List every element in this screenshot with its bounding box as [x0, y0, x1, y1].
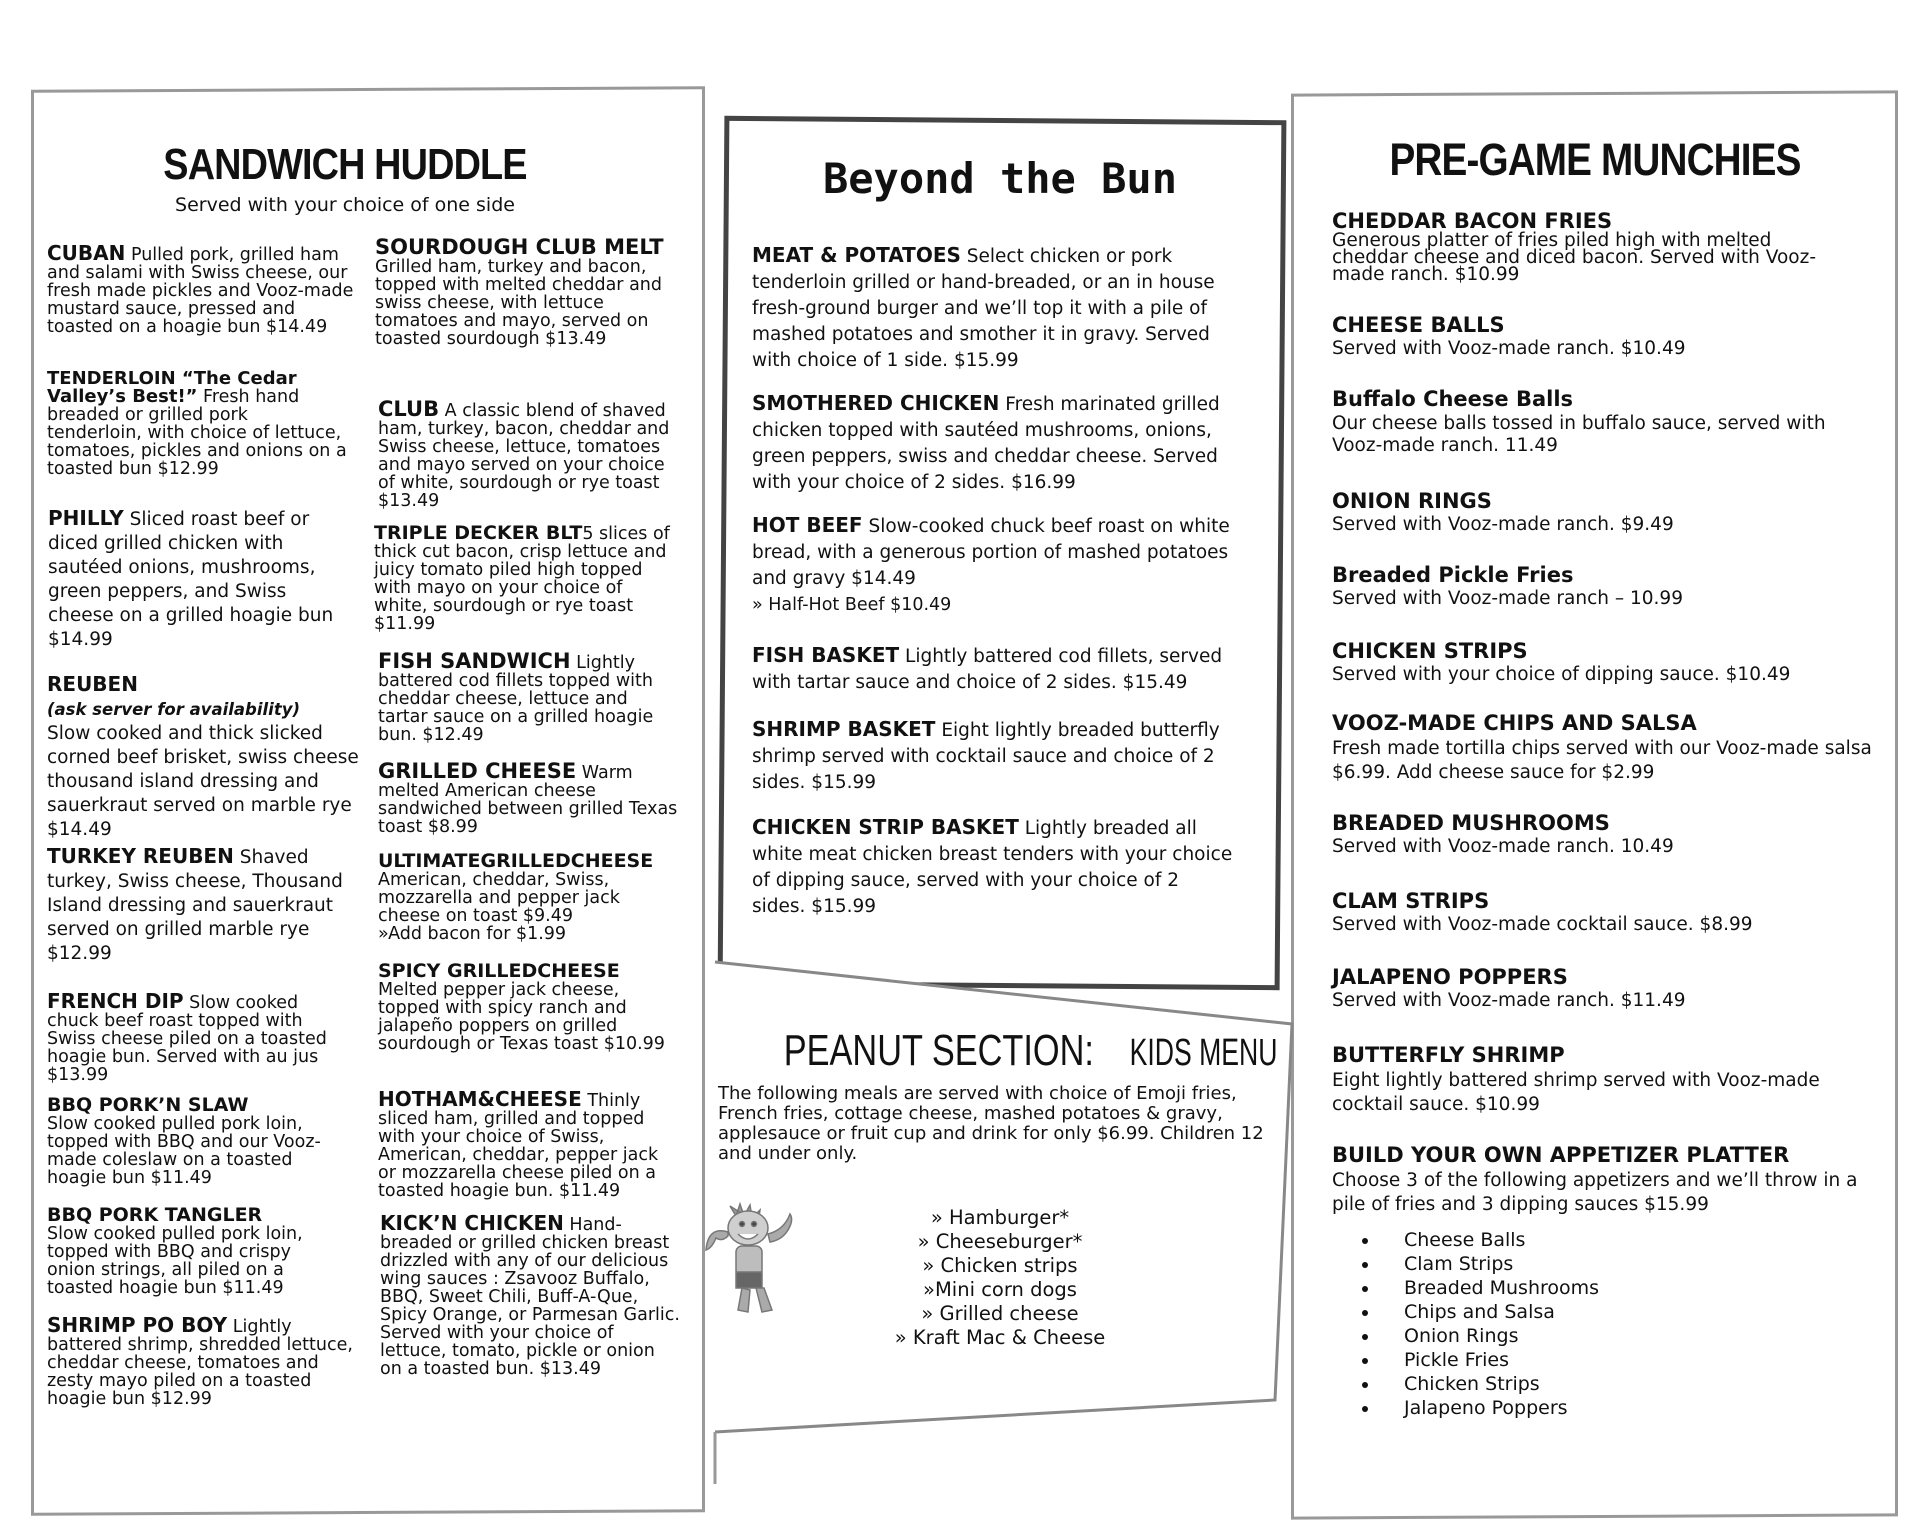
item-name: CLAM STRIPS [1332, 889, 1490, 913]
item-desc: Slow-cooked chuck beef roast on white bread, with a generous portion of mashed potatoes and gravy $14.49 [752, 516, 1230, 589]
kids-title-sub: KIDS MENU [1129, 1032, 1278, 1074]
list-item: » Kraft Mac & Cheese [894, 1326, 1106, 1349]
item-desc: Shaved turkey, Swiss cheese, Thousand Island dressing and sauerkraut served on grilled marble rye $12.99 [47, 847, 343, 964]
item-name: BBQ PORK TANGLER [47, 1204, 263, 1226]
item-desc: Hand-breaded or grilled chicken breast drizzled with any of our delicious wing sauces : Zsavooz Buffalo, BBQ, Sweet Chili, Buff-A-Que, Spicy Orange, or Parmesan Garlic. Served with your choice of lettuce, tomato, pickle or onion on a toasted bun. $13.49 [380, 1215, 680, 1379]
item-name: CHICKEN STRIPS [1332, 639, 1528, 663]
item-name: SHRIMP PO BOY [47, 1313, 228, 1337]
list-item: • Chicken Strips [1380, 1372, 1680, 1396]
list-item: » Hamburger* [930, 1206, 1070, 1229]
list-item: • Onion Rings [1380, 1324, 1680, 1348]
sandwich-subtitle: Served with your choice of one side [175, 194, 515, 216]
menu-item-hot-beef [752, 512, 1237, 618]
list-item: • Pickle Fries [1380, 1348, 1680, 1372]
kid-mascot-icon [700, 1192, 820, 1332]
item-desc: Melted pepper jack cheese, topped with spicy ranch and jalapeño poppers on grilled sourdough or Texas toast $10.99 [378, 980, 665, 1054]
item-name: HOTHAM&CHEESE [378, 1087, 582, 1111]
item-name: MEAT & POTATOES [752, 243, 961, 267]
menu-item-ultimate-grilled-cheese [378, 852, 678, 943]
item-desc: Thinly sliced ham, grilled and topped with your choice of Swiss, American, cheddar, pepper jack or mozzarella cheese piled on a toasted hoagie bun. $11.49 [378, 1091, 659, 1201]
item-desc: American, cheddar, Swiss, mozzarella and pepper jack cheese on toast $9.49 [378, 870, 620, 926]
item-desc: Lightly battered shrimp, shredded lettuce, cheddar cheese, tomatoes and zesty mayo piled on a toasted hoagie bun $12.99 [47, 1317, 353, 1409]
menu-item-turkey-reuben [47, 844, 359, 966]
item-name: Buffalo Cheese Balls [1332, 387, 1574, 411]
menu-item-sourdough-club-melt [375, 235, 675, 349]
item-name: TRIPLE DECKER BLT [374, 522, 583, 544]
item-desc: Eight lightly battered shrimp served with Vooz-made cocktail sauce. $10.99 [1332, 1070, 1820, 1115]
menu-item-breaded-pickle-fries [1332, 564, 1852, 609]
item-name: ULTIMATEGRILLEDCHEESE [378, 850, 654, 872]
item-desc: Pulled pork, grilled ham and salami with Swiss cheese, our fresh made pickles and Vooz-made mustard sauce, pressed and toasted on a hoagie bun $14.49 [47, 245, 354, 337]
item-name: FRENCH DIP [47, 989, 184, 1013]
item-desc: Slow cooked pulled pork loin, topped with BBQ and crispy onion strings, all piled on a toasted hoagie bun $11.49 [47, 1224, 303, 1298]
item-name: CLUB [378, 397, 440, 421]
list-item: • Cheese Balls [1380, 1228, 1680, 1252]
item-desc: Served with Vooz-made cocktail sauce. $8.99 [1332, 914, 1753, 935]
item-name: CHICKEN STRIP BASKET [752, 815, 1019, 839]
platter-options-list [1330, 1228, 1680, 1420]
item-name: FISH BASKET [752, 643, 900, 667]
item-name: CHEDDAR BACON FRIES [1332, 209, 1613, 233]
item-name: GRILLED CHEESE [378, 759, 577, 783]
list-item: »Mini corn dogs [923, 1278, 1077, 1301]
item-name: SMOTHERED CHICKEN [752, 391, 1000, 415]
menu-item-clam-strips [1332, 890, 1852, 935]
item-name: FISH SANDWICH [378, 649, 571, 673]
item-name: SOURDOUGH CLUB MELT [375, 235, 664, 259]
menu-item-onion-rings [1332, 490, 1852, 535]
menu-item-cheese-balls [1332, 314, 1852, 359]
menu-item-jalapeno-poppers [1332, 966, 1852, 1011]
menu-item-bbq-pork-tangler [47, 1206, 337, 1297]
menu-item-hot-ham-cheese [378, 1087, 678, 1201]
item-desc: Slow cooked pulled pork loin, topped with BBQ and our Vooz-made coleslaw on a toasted hoagie bun $11.49 [47, 1114, 321, 1188]
item-desc: Served with Vooz-made ranch – 10.99 [1332, 588, 1683, 609]
list-item: • Chips and Salsa [1380, 1300, 1680, 1324]
item-desc: Choose 3 of the following appetizers and we’ll throw in a pile of fries and 3 dipping sauces $15.99 [1332, 1170, 1858, 1215]
menu-item-shrimp-basket [752, 716, 1237, 796]
menu-item-grilled-cheese [378, 759, 678, 837]
menu-item-cheddar-bacon-fries [1332, 210, 1852, 283]
item-desc: Served with Vooz-made ranch. $9.49 [1332, 514, 1674, 535]
kids-title-main: PEANUT SECTION: [783, 1026, 1094, 1075]
menu-item-spicy-grilled-cheese [378, 962, 668, 1053]
pregame-title: PRE-GAME MUNCHIES [1389, 134, 1801, 185]
menu-item-buffalo-cheese-balls [1332, 388, 1872, 457]
item-desc: Lightly battered cod fillets, served with tartar sauce and choice of 2 sides. $15.49 [752, 646, 1223, 693]
menu-item-appetizer-platter [1332, 1144, 1872, 1217]
item-desc: Fresh marinated grilled chicken topped with sautéed mushrooms, onions, green peppers, swiss and cheddar cheese. Served with your choice of 2 sides. $16.99 [752, 394, 1220, 493]
item-desc: Generous platter of fries piled high with melted cheddar cheese and diced bacon. Served with Vooz-made ranch. $10.99 [1332, 230, 1817, 285]
menu-item-kickn-chicken [380, 1211, 680, 1379]
item-desc: Served with Vooz-made ranch. $10.49 [1332, 338, 1686, 359]
item-name: BUILD YOUR OWN APPETIZER PLATTER [1332, 1143, 1790, 1167]
menu-item-reuben [47, 672, 359, 842]
item-name: BUTTERFLY SHRIMP [1332, 1043, 1565, 1067]
list-item: • Breaded Mushrooms [1380, 1276, 1680, 1300]
item-desc: Fresh made tortilla chips served with our Vooz-made salsa $6.99. Add cheese sauce for $2.99 [1332, 738, 1872, 783]
item-desc: Select chicken or pork tenderloin grilled or hand-breaded, or an in house fresh-ground burger and we’ll top it with a pile of mashed potatoes and smother it in gravy. Served with choice of 1 side. $15.99 [752, 246, 1215, 371]
item-name: JALAPENO POPPERS [1332, 965, 1568, 989]
list-item: » Cheeseburger* [917, 1230, 1083, 1253]
item-desc: Warm melted American cheese sandwiched between grilled Texas toast $8.99 [378, 763, 678, 837]
menu-item-meat-potatoes [752, 242, 1237, 374]
item-name: SPICY GRILLEDCHEESE [378, 960, 620, 982]
menu-item-breaded-mushrooms [1332, 812, 1852, 857]
item-desc: Grilled ham, turkey and bacon, topped with melted cheddar and swiss cheese, with lettuce tomatoes and mayo, served on toasted sourdough $13.49 [375, 257, 662, 349]
bun-title: Beyond the Bun [822, 154, 1177, 203]
list-item: • Jalapeno Poppers [1380, 1396, 1680, 1420]
menu-item-chicken-strips [1332, 640, 1852, 685]
item-desc: Sliced roast beef or diced grilled chicken with sautéed onions, mushrooms, green peppers, and Swiss cheese on a grilled hoagie bun $14.99 [48, 509, 334, 650]
item-desc: Served with your choice of dipping sauce. $10.49 [1332, 664, 1791, 685]
item-name: SHRIMP BASKET [752, 717, 936, 741]
item-desc: Fresh hand breaded or grilled pork tenderloin, with choice of lettuce, tomatoes, pickles and onions on a toasted bun $12.99 [47, 387, 347, 479]
menu-item-french-dip [47, 989, 337, 1085]
item-desc: Slow cooked chuck beef roast topped with Swiss cheese piled on a toasted hoagie bun. Served with au jus $13.99 [47, 993, 327, 1085]
item-name: ONION RINGS [1332, 489, 1492, 513]
item-desc: Our cheese balls tossed in buffalo sauce, served with Vooz-made ranch. 11.49 [1332, 413, 1826, 456]
half-hot-beef-note: » Half-Hot Beef $10.49 [752, 595, 952, 615]
menu-item-fish-basket [752, 642, 1237, 696]
kids-items-list [860, 1206, 1140, 1350]
item-name: KICK’N CHICKEN [380, 1211, 564, 1235]
sandwich-title: SANDWICH HUDDLE [163, 140, 527, 189]
item-desc: Eight lightly breaded butterfly shrimp served with cocktail sauce and choice of 2 sides. $15.99 [752, 720, 1220, 793]
item-name: Breaded Pickle Fries [1332, 563, 1574, 587]
item-name: CHEESE BALLS [1332, 313, 1505, 337]
menu-item-smothered-chicken [752, 390, 1237, 496]
item-desc: 5 slices of thick cut bacon, crisp lettuce and juicy tomato piled high topped with mayo on your choice of white, sourdough or rye toast $11.99 [374, 524, 670, 634]
item-name: HOT BEEF [752, 513, 863, 537]
item-name: PHILLY [48, 506, 124, 530]
item-desc: Lightly battered cod fillets topped with cheddar cheese, lettuce and tartar sauce on a grilled hoagie bun. $12.49 [378, 653, 654, 745]
menu-item-club [378, 397, 678, 511]
item-name: TURKEY REUBEN [47, 844, 234, 868]
menu-item-chips-and-salsa [1332, 712, 1872, 785]
list-item: • Clam Strips [1380, 1252, 1680, 1276]
item-name: CUBAN [47, 241, 126, 265]
item-desc: Served with Vooz-made ranch. 10.49 [1332, 836, 1674, 857]
availability-note: (ask server for availability) [47, 700, 301, 719]
item-desc: Slow cooked and thick slicked corned beef brisket, swiss cheese thousand island dressing and sauerkraut served on marble rye $14.49 [47, 723, 359, 840]
list-item: » Grilled cheese [921, 1302, 1079, 1325]
item-name: VOOZ-MADE CHIPS AND SALSA [1332, 711, 1697, 735]
menu-item-cuban [47, 241, 362, 337]
item-desc: Lightly breaded all white meat chicken breast tenders with your choice of dipping sauce, served with your choice of 2 sides. $15.99 [752, 818, 1233, 917]
menu-item-philly [48, 506, 356, 652]
add-bacon-note: »Add bacon for $1.99 [378, 924, 567, 944]
menu-item-shrimp-po-boy [47, 1313, 357, 1409]
item-name: TENDERLOIN “The Cedar Valley’s Best!” [47, 368, 297, 407]
menu-item-tenderloin [47, 370, 347, 478]
item-desc: Served with Vooz-made ranch. $11.49 [1332, 990, 1686, 1011]
item-name: BBQ PORK’N SLAW [47, 1094, 249, 1116]
list-item: » Chicken strips [922, 1254, 1078, 1277]
menu-item-triple-decker-blt [374, 524, 678, 633]
menu-item-chicken-strip-basket [752, 814, 1237, 920]
menu-item-fish-sandwich [378, 649, 668, 745]
item-desc: A classic blend of shaved ham, turkey, bacon, cheddar and Swiss cheese, lettuce, tomatoes and mayo served on your choice of white, sourdough or rye toast $13.49 [378, 401, 670, 511]
kids-title [740, 1026, 1278, 1076]
menu-item-bbq-pork-slaw [47, 1096, 337, 1187]
menu-item-butterfly-shrimp [1332, 1044, 1872, 1117]
item-name: BREADED MUSHROOMS [1332, 811, 1610, 835]
kids-description: The following meals are served with choice of Emoji fries, French fries, cottage cheese, mashed potatoes & gravy, applesauce or fruit cup and drink for only $6.99. Children 12 and under only. [718, 1083, 1264, 1164]
item-name: REUBEN [47, 672, 138, 696]
